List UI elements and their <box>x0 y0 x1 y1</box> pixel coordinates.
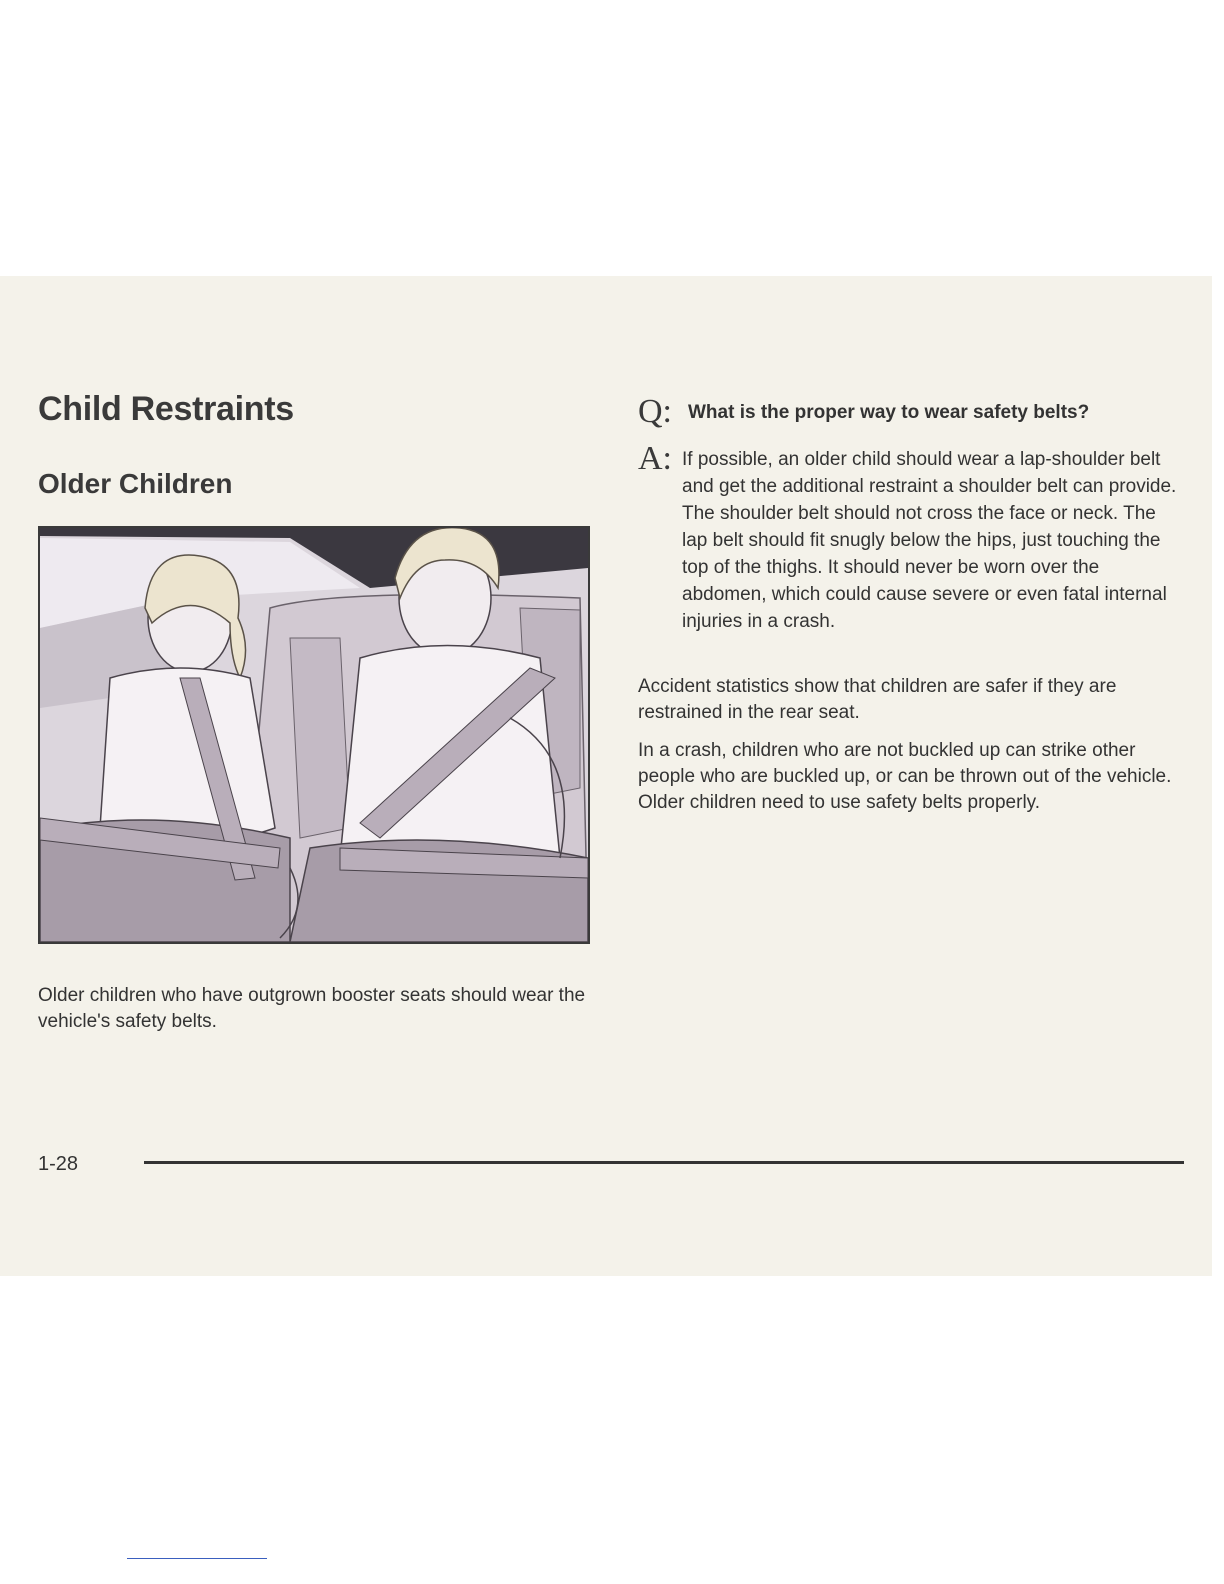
footer-rule <box>144 1161 1184 1164</box>
bottom-link-underline <box>127 1558 267 1559</box>
page-title: Child Restraints <box>38 390 294 428</box>
paragraph: Accident statistics show that children are safer if they are restrained in the rear seat. <box>638 676 1117 723</box>
q-label: Q: <box>638 393 672 430</box>
illustration-drawing <box>40 528 588 942</box>
question-block <box>638 393 1178 431</box>
figure-caption: Older children who have outgrown booster seats should wear the vehicle's safety belts. <box>38 985 586 1032</box>
answer-block <box>638 440 1178 635</box>
illustration-children-seatbelts <box>38 526 590 944</box>
question-text: What is the proper way to wear safety belts? <box>688 402 1090 423</box>
answer-text: If possible, an older child should wear a lap-shoulder belt and get the additional restraint a shoulder belt can provide. The shoulder belt should not cross the face or neck. The lap belt should fit snugly below the hips, just touching the top of the thighs. It should never be worn over the abdomen, which could cause severe or even fatal internal injuries in a crash. <box>682 449 1177 632</box>
section-title: Older Children <box>38 468 233 499</box>
paragraph: In a crash, children who are not buckled up can strike other people who are buckled up, or can be thrown out of the vehicle. Older children need to use safety belts properly. <box>638 740 1172 813</box>
a-label: A: <box>638 440 672 477</box>
page-number: 1-28 <box>38 1153 79 1175</box>
